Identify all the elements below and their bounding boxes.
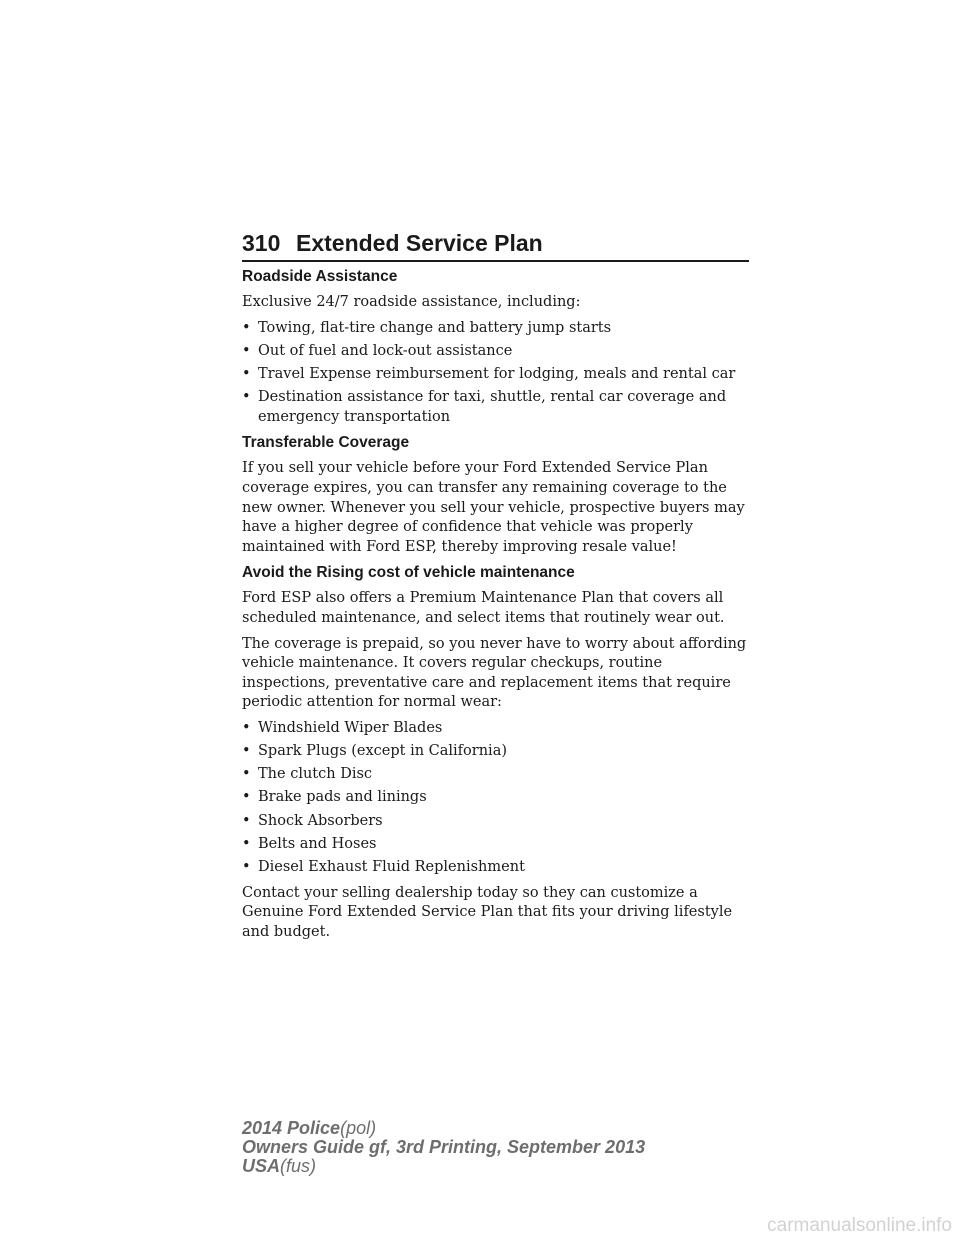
roadside-heading: Roadside Assistance	[242, 268, 398, 285]
page-header	[242, 230, 749, 262]
list-item	[242, 342, 752, 362]
list-item-text: Diesel Exhaust Fluid Replenishment	[258, 859, 525, 875]
list-item-text: Belts and Hoses	[258, 835, 377, 852]
page-footer	[242, 1119, 645, 1176]
list-item	[242, 812, 752, 832]
bullet-icon: •	[242, 365, 251, 382]
list-item	[242, 742, 752, 762]
list-item	[242, 858, 752, 878]
maintenance-body-2: The coverage is prepaid, so you never have to worry about affording vehicle maintenance. It covers regular checkups, routine inspections, preventative care and replacement items that require periodic attention for normal wear:	[242, 635, 747, 711]
bullet-icon: •	[242, 766, 251, 783]
watermark: carmanualsonline.info	[767, 1215, 952, 1236]
section-title: Extended Service Plan	[296, 230, 543, 256]
bullet-icon: •	[242, 789, 251, 806]
footer-market: USA	[242, 1156, 281, 1176]
maintenance-body-1: Ford ESP also offers a Premium Maintenance Plan that covers all scheduled maintenance, and select items that routinely wear out.	[242, 590, 725, 626]
list-item-text: Shock Absorbers	[258, 812, 383, 829]
footer-line-3	[242, 1157, 645, 1176]
roadside-list	[242, 319, 752, 428]
bullet-icon: •	[242, 342, 251, 359]
list-item	[242, 388, 752, 427]
bullet-icon: •	[242, 719, 251, 736]
list-item-text: Windshield Wiper Blades	[258, 719, 443, 736]
list-item-text: The clutch Disc	[258, 766, 373, 783]
header-rule	[242, 260, 749, 262]
list-item-text: Towing, flat-tire change and battery jump starts	[258, 319, 612, 336]
list-item-text: Travel Expense reimbursement for lodging, meals and rental car	[258, 365, 736, 382]
list-item	[242, 765, 752, 785]
list-item	[242, 788, 752, 808]
page-content	[242, 267, 752, 948]
list-item	[242, 719, 752, 739]
list-item-text: Destination assistance for taxi, shuttle, rental car coverage and emergency transportation	[258, 389, 727, 425]
page-number: 310	[242, 230, 281, 256]
transferable-body: If you sell your vehicle before your Ford Extended Service Plan coverage expires, you can transfer any remaining coverage to the new owner. Whenever you sell your vehicle, prospective buyers may have a higher degree of confidence that vehicle was properly maintained with Ford ESP, thereby improving resale value!	[242, 460, 745, 555]
bullet-icon: •	[242, 835, 251, 852]
transferable-heading: Transferable Coverage	[242, 434, 410, 452]
footer-market-code: (fus)	[280, 1156, 317, 1176]
footer-line-1	[242, 1119, 645, 1138]
bullet-icon: •	[242, 319, 251, 336]
closing-paragraph: Contact your selling dealership today so they can customize a Genuine Ford Extended Service Plan that fits your driving lifestyle and budget.	[242, 884, 733, 940]
list-item-text: Brake pads and linings	[258, 789, 427, 806]
list-item-text: Out of fuel and lock-out assistance	[258, 342, 513, 359]
footer-model-code: (pol)	[340, 1118, 377, 1138]
bullet-icon: •	[242, 859, 251, 875]
bullet-icon: •	[242, 389, 251, 406]
list-item	[242, 835, 752, 855]
bullet-icon: •	[242, 743, 251, 760]
maintenance-heading: Avoid the Rising cost of vehicle maintenance	[242, 564, 575, 582]
list-item	[242, 319, 752, 339]
maintenance-list	[242, 719, 752, 878]
bullet-icon: •	[242, 812, 251, 829]
roadside-intro: Exclusive 24/7 roadside assistance, including:	[242, 294, 581, 310]
list-item	[242, 365, 752, 385]
list-item-text: Spark Plugs (except in California)	[258, 743, 507, 760]
footer-line-2: Owners Guide gf, 3rd Printing, September 2013	[242, 1137, 646, 1157]
footer-model: 2014 Police	[242, 1118, 341, 1138]
